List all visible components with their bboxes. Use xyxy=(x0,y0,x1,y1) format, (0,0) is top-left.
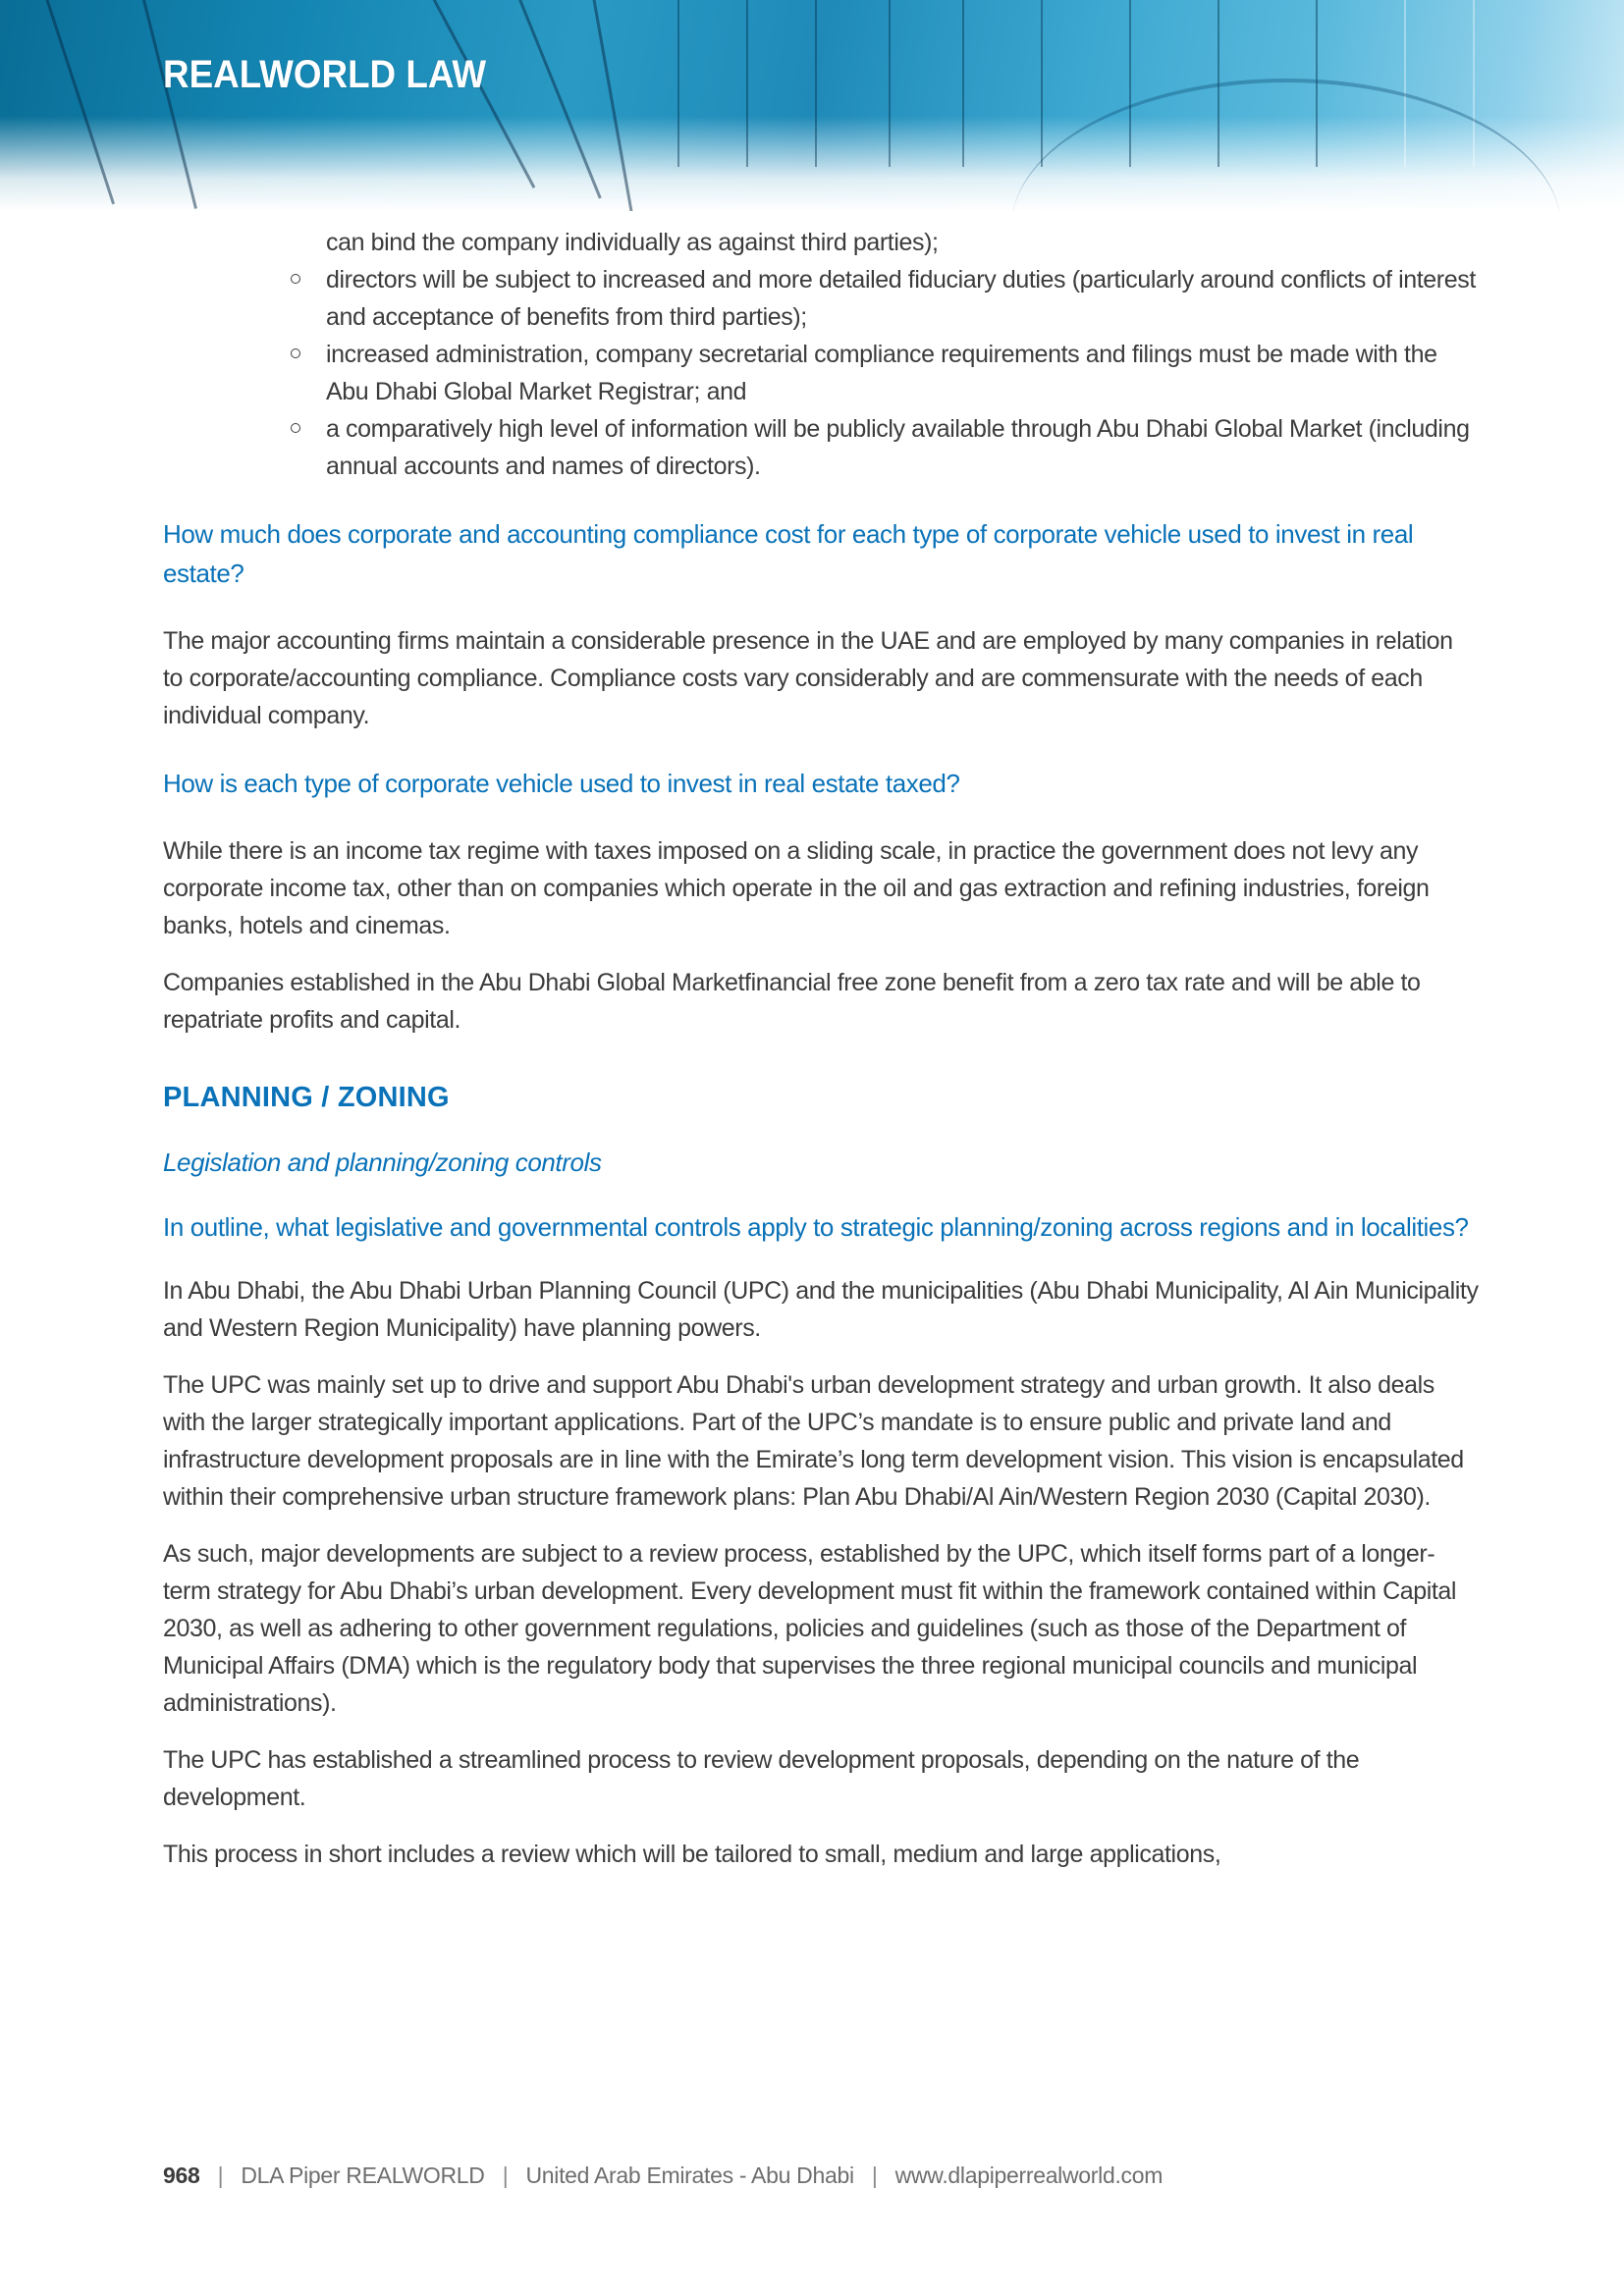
list-item-continued xyxy=(163,224,1479,261)
list-item-text: can bind the company individually as against third parties); xyxy=(326,229,939,256)
circle-bullet-icon xyxy=(291,274,300,284)
section-heading: PLANNING / ZONING xyxy=(163,1082,450,1113)
list-item-text: increased administration, company secretarial compliance requirements and filings must be made with the Abu Dhabi Global Market Registrar; and xyxy=(326,341,1437,405)
jurisdiction-name: United Arab Emirates - Abu Dhabi xyxy=(525,2163,854,2188)
question-heading: How is each type of corporate vehicle used to invest in real estate taxed? xyxy=(163,769,960,798)
bullet-list xyxy=(163,224,1479,485)
list-item xyxy=(163,410,1479,485)
page-footer xyxy=(163,2163,1163,2189)
paragraph: Companies established in the Abu Dhabi Global Marketfinancial free zone benefit from a zero tax rate and will be able to repatriate profits and capital. xyxy=(163,969,1421,1034)
page-content xyxy=(163,224,1479,1873)
question-heading: How much does corporate and accounting compliance cost for each type of corporate vehicle used to invest in real estate? xyxy=(163,519,1414,588)
banner-glass-line xyxy=(815,0,817,167)
subsection-heading: Legislation and planning/zoning controls xyxy=(163,1148,602,1177)
paragraph: In Abu Dhabi, the Abu Dhabi Urban Planning Council (UPC) and the municipalities (Abu Dhabi Municipality, Al Ain Municipality and Western Region Municipality) have planning powers. xyxy=(163,1277,1479,1342)
list-item xyxy=(163,336,1479,410)
banner-arch xyxy=(1011,79,1561,211)
footer-separator: | xyxy=(217,2163,224,2188)
footer-separator: | xyxy=(871,2163,878,2188)
paragraph: This process in short includes a review which will be tailored to small, medium and large applications, xyxy=(163,1841,1221,1868)
circle-bullet-icon xyxy=(291,348,300,358)
banner-glass-line xyxy=(746,0,748,167)
page-number: 968 xyxy=(163,2163,200,2188)
banner-glass-line xyxy=(677,0,679,167)
banner-glass-line xyxy=(889,0,891,167)
publication-name: DLA Piper REALWORLD xyxy=(241,2163,485,2188)
question-heading: In outline, what legislative and governmental controls apply to strategic planning/zoning across regions and in localities? xyxy=(163,1212,1469,1242)
banner-glass-line xyxy=(962,0,964,167)
banner-glass-line xyxy=(39,0,115,204)
paragraph: The UPC was mainly set up to drive and support Abu Dhabi's urban development strategy and urban growth. It also deals with the larger strategically important applications. Part of the UPC’s mandate is to ensure public and private land and infrastructure development proposals are in line with the Emirate’s long term development vision. This vision is encapsulated within their comprehensive urban structure framework plans: Plan Abu Dhabi/Al Ain/Western Region 2030 (Capital 2030). xyxy=(163,1371,1464,1511)
paragraph: The UPC has established a streamlined process to review development proposals, depending on the nature of the development. xyxy=(163,1746,1360,1811)
website-link[interactable]: www.dlapiperrealworld.com xyxy=(894,2163,1164,2188)
banner-glass-line xyxy=(137,0,197,209)
banner-glass-line xyxy=(1041,0,1043,167)
brand-title: REALWORLD LAW xyxy=(163,53,487,96)
paragraph: The major accounting firms maintain a considerable presence in the UAE and are employed by many companies in relation to corporate/accounting compliance. Compliance costs vary considerably and are commensurate with the needs of each individual company. xyxy=(163,627,1453,729)
circle-bullet-icon xyxy=(291,423,300,433)
banner-glass-line xyxy=(589,0,633,211)
header-banner xyxy=(0,0,1624,211)
list-item-text: directors will be subject to increased and more detailed fiduciary duties (particularly around conflicts of interest and acceptance of benefits from third parties); xyxy=(326,266,1476,331)
list-item xyxy=(163,261,1479,336)
footer-separator: | xyxy=(502,2163,509,2188)
list-item-text: a comparatively high level of information will be publicly available through Abu Dhabi Global Market (including annual accounts and names of directors). xyxy=(326,415,1470,480)
paragraph: As such, major developments are subject to a review process, established by the UPC, which itself forms part of a longer-term strategy for Abu Dhabi’s urban development. Every development must fit within the framework contained within Capital 2030, as well as adhering to other government regulations, policies and guidelines (such as those of the Department of Municipal Affairs (DMA) which is the regulatory body that supervises the three regional municipal councils and municipal administrations). xyxy=(163,1540,1457,1717)
paragraph: While there is an income tax regime with taxes imposed on a sliding scale, in practice the government does not levy any corporate income tax, other than on companies which operate in the oil and gas extraction and refining industries, foreign banks, hotels and cinemas. xyxy=(163,837,1430,939)
